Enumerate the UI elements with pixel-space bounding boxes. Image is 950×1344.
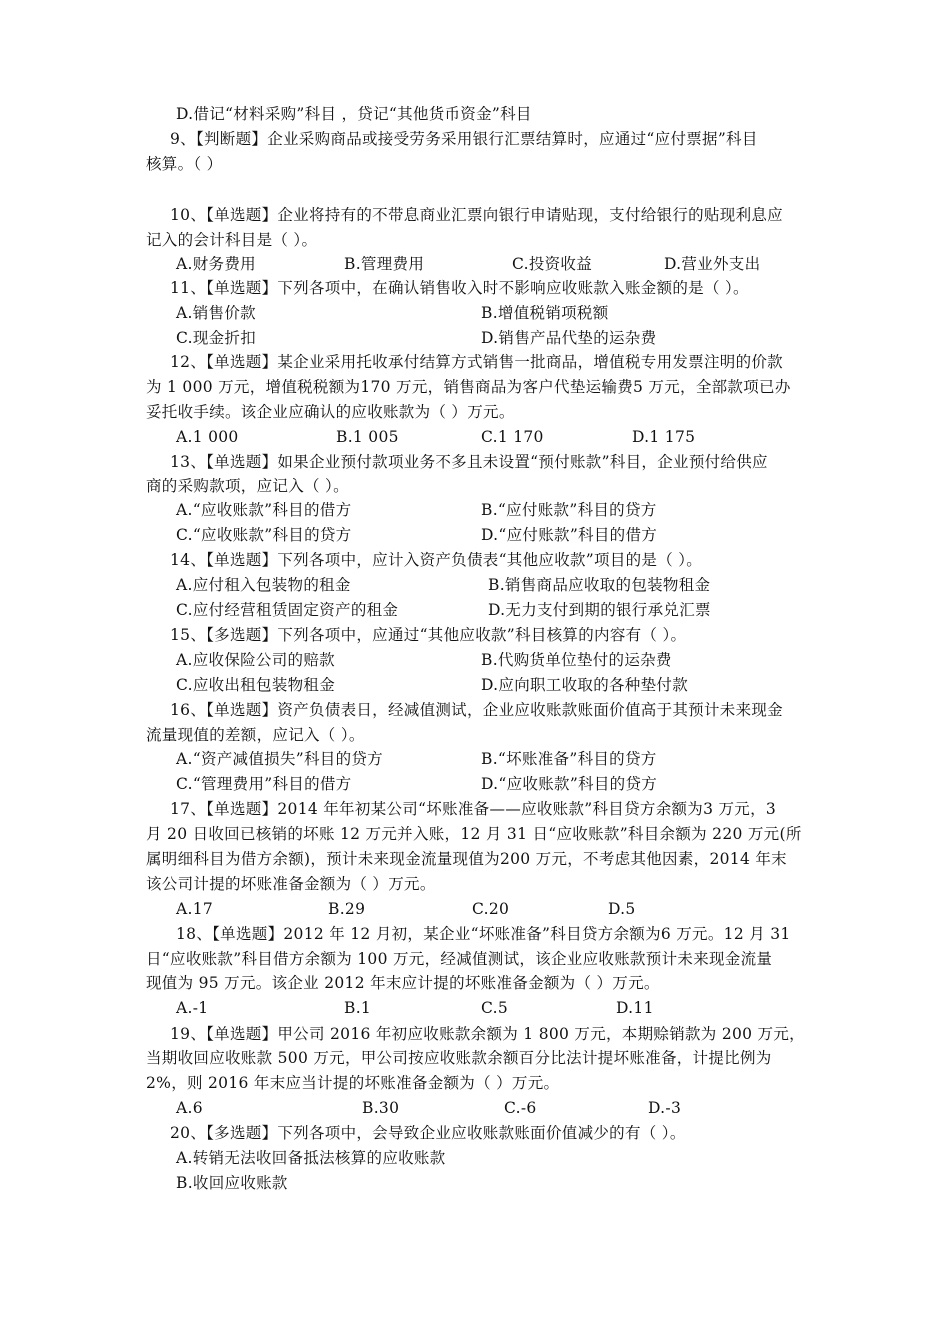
question-16-option-a: A.“资产减值损失”科目的贷方 (176, 750, 383, 768)
question-10-option-a: A.财务费用 (176, 255, 256, 273)
question-18-option-b: B.1 (344, 999, 372, 1017)
question-16-option-d: D.“应收账款”科目的贷方 (481, 775, 658, 793)
question-19-option-d: D.-3 (648, 1099, 682, 1117)
question-13-option-d: D.“应付账款”科目的借方 (481, 526, 658, 544)
question-15-option-b: B.代购货单位垫付的运杂费 (481, 651, 672, 669)
question-19-option-b: B.30 (362, 1099, 400, 1117)
question-15-option-c: C.应收出租包装物租金 (176, 676, 336, 694)
question-19-option-a: A.6 (176, 1099, 203, 1117)
question-19-line-3: 2%，则 2016 年末应当计提的坏账准备金额为（ ）万元。 (146, 1074, 560, 1092)
question-12-line-2: 为 1 000 万元，增值税税额为170 万元，销售商品为客户代垫运输费5 万元，全部款项已办 (146, 378, 791, 396)
question-14-line-1: 14、【单选题】下列各项中，应计入资产负债表“其他应收款”项目的是（ ）。 (170, 551, 703, 569)
question-12-line-1: 12、【单选题】某企业采用托收承付结算方式销售一批商品，增值税专用发票注明的价款 (170, 353, 783, 371)
question-12-option-a: A.1 000 (176, 428, 239, 446)
question-13-line-1: 13、【单选题】如果企业预付款项业务不多且未设置“预付账款”科目，企业预付给供应 (170, 453, 768, 471)
question-20-option-b: B.收回应收账款 (176, 1174, 288, 1192)
question-11-option-a: A.销售价款 (176, 304, 256, 322)
question-16-option-c: C.“管理费用”科目的借方 (176, 775, 352, 793)
question-11-option-c: C.现金折扣 (176, 329, 257, 347)
question-17-line-4: 该公司计提的坏账准备金额为（ ）万元。 (146, 875, 436, 893)
question-16-line-2: 流量现值的差额，应记入（ ）。 (146, 726, 365, 744)
question-8-option-d: D.借记“材料采购”科目 ，贷记“其他货币资金”科目 (176, 105, 532, 123)
question-12-line-3: 妥托收手续。该企业应确认的应收账款为（ ）万元。 (146, 403, 515, 421)
question-19-line-2: 当期收回应收账款 500 万元，甲公司按应收账款余额百分比法计提坏账准备，计提比例为 (146, 1049, 772, 1067)
question-19-line-1: 19、【单选题】甲公司 2016 年初应收账款余额为 1 800 万元，本期赊销款为 200 万元， (170, 1025, 805, 1043)
question-11-option-b: B.增值税销项税额 (481, 304, 609, 322)
question-18-line-3: 现值为 95 万元。该企业 2012 年末应计提的坏账准备金额为（ ）万元。 (146, 974, 660, 992)
question-17-option-d: D.5 (608, 900, 636, 918)
question-18-line-2: 日“应收账款”科目借方余额为 100 万元，经减值测试，该企业应收账款预计未来现金流量 (146, 950, 773, 968)
question-10-option-d: D.营业外支出 (664, 255, 761, 273)
question-10-line-1: 10、【单选题】企业将持有的不带息商业汇票向银行申请贴现，支付给银行的贴现利息应 (170, 206, 783, 224)
question-17-option-b: B.29 (328, 900, 366, 918)
question-15-line-1: 15、【多选题】下列各项中，应通过“其他应收款”科目核算的内容有（ ）。 (170, 626, 687, 644)
question-17-option-c: C.20 (472, 900, 510, 918)
question-20-option-a: A.转销无法收回备抵法核算的应收账款 (176, 1149, 446, 1167)
question-10-option-c: C.投资收益 (512, 255, 593, 273)
question-18-line-1: 18、【单选题】2012 年 12 月初，某企业“坏账准备”科目贷方余额为6 万元。12 月 31 (176, 925, 791, 943)
question-13-option-a: A.“应收账款”科目的借方 (176, 501, 352, 519)
question-13-line-2: 商的采购款项，应记入（ ）。 (146, 477, 349, 495)
question-14-option-b: B.销售商品应收取的包装物租金 (488, 576, 711, 594)
question-18-option-a: A.-1 (176, 999, 209, 1017)
question-17-line-2: 月 20 日收回已核销的坏账 12 万元并入账，12 月 31 日“应收账款”科目余额为 220 万元(所 (146, 825, 802, 843)
question-17-line-3: 属明细科目为借方余额)，预计未来现金流量现值为200 万元，不考虑其他因素，2014 年末 (146, 850, 787, 868)
question-14-option-d: D.无力支付到期的银行承兑汇票 (488, 601, 711, 619)
question-9-line-1: 9、【判断题】企业采购商品或接受劳务采用银行汇票结算时，应通过“应付票据”科目 (170, 130, 758, 148)
question-12-option-b: B.1 005 (336, 428, 399, 446)
question-20-line-1: 20、【多选题】下列各项中，会导致企业应收账款账面价值减少的有（ ）。 (170, 1124, 686, 1142)
question-15-option-d: D.应向职工收取的各种垫付款 (481, 676, 689, 694)
question-16-option-b: B.“坏账准备”科目的贷方 (481, 750, 657, 768)
question-15-option-a: A.应收保险公司的赔款 (176, 651, 335, 669)
question-18-option-c: C.5 (481, 999, 508, 1017)
question-17-line-1: 17、【单选题】2014 年年初某公司“坏账准备——应收账款”科目贷方余额为3 万元，3 (170, 800, 777, 818)
question-11-line-1: 11、【单选题】下列各项中，在确认销售收入时不影响应收账款入账金额的是（ ）。 (170, 279, 749, 297)
question-14-option-a: A.应付租入包装物的租金 (176, 576, 351, 594)
question-17-option-a: A.17 (176, 900, 214, 918)
question-11-option-d: D.销售产品代垫的运杂费 (481, 329, 657, 347)
question-12-option-c: C.1 170 (481, 428, 544, 446)
question-19-option-c: C.-6 (504, 1099, 537, 1117)
question-10-line-2: 记入的会计科目是（ ）。 (146, 231, 318, 249)
question-9-line-2: 核算。（ ） (146, 155, 223, 173)
question-16-line-1: 16、【单选题】资产负债表日，经减值测试，企业应收账款账面价值高于其预计未来现金 (170, 701, 783, 719)
question-18-option-d: D.11 (616, 999, 654, 1017)
question-13-option-c: C.“应收账款”科目的贷方 (176, 526, 352, 544)
question-10-option-b: B.管理费用 (344, 255, 425, 273)
question-12-option-d: D.1 175 (632, 428, 696, 446)
question-14-option-c: C.应付经营租赁固定资产的租金 (176, 601, 399, 619)
question-13-option-b: B.“应付账款”科目的贷方 (481, 501, 657, 519)
